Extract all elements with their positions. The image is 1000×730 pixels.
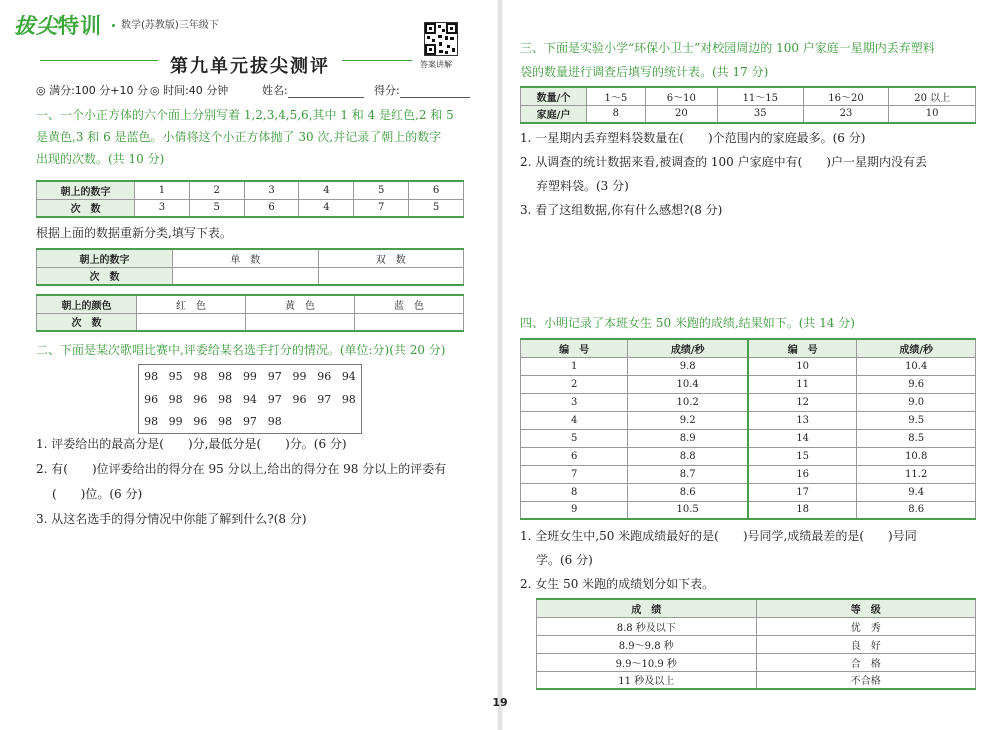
table-cell: 5 <box>354 181 409 199</box>
question-4-title: 四、小明记录了本班女生 50 米跑的成绩,结果如下。(共 14 分) <box>520 316 855 330</box>
table-cell: 优 秀 <box>756 617 976 635</box>
score-value: 98 <box>144 369 159 383</box>
qr-caption: 答案讲解 <box>420 60 452 69</box>
score-value: 96 <box>144 392 159 406</box>
table-cell: 4 <box>299 199 354 217</box>
score-value: 94 <box>242 392 257 406</box>
score-value: 99 <box>292 369 307 383</box>
score-value: 98 <box>218 415 233 429</box>
table-cell: 1 <box>521 357 628 375</box>
table-cell: 9.0 <box>857 393 976 411</box>
score-value <box>337 411 362 434</box>
table-cell: 12 <box>748 393 857 411</box>
answer-cell[interactable] <box>137 313 246 331</box>
table-cell: 2 <box>189 181 244 199</box>
score-value: 97 <box>267 392 282 406</box>
odd-even-table <box>36 248 464 286</box>
table-cell: 10.8 <box>857 447 976 465</box>
table-cell: 3 <box>244 181 299 199</box>
table-header: 等 级 <box>756 599 976 617</box>
score-value: 97 <box>242 415 257 429</box>
table-cell: 8.9～9.8 秒 <box>537 635 757 653</box>
table-cell: 10 <box>748 357 857 375</box>
score-value: 97 <box>267 369 282 383</box>
table-cell: 9.5 <box>857 411 976 429</box>
score-value <box>312 411 337 434</box>
table-cell: 14 <box>748 429 857 447</box>
name-field[interactable]: 姓名: <box>262 82 364 98</box>
score-value: 94 <box>341 369 356 383</box>
table-cell: 9.8 <box>628 357 748 375</box>
answer-cell[interactable] <box>173 267 319 285</box>
table-cell: 6 <box>409 181 464 199</box>
table-header: 朝上的数字 <box>37 249 173 267</box>
table-cell: 8.8 秒及以下 <box>537 617 757 635</box>
list-item: 3. 从这名选手的得分情况中你能了解到什么?(8 分) <box>36 512 307 526</box>
score-value: 96 <box>193 415 208 429</box>
table-cell: 4 <box>521 411 628 429</box>
list-item: 1. 全班女生中,50 米跑成绩最好的是( )号同学,成绩最差的是( )号同 <box>520 529 917 543</box>
table-header: 编 号 <box>748 339 857 357</box>
table-cell: 9.9～10.9 秒 <box>537 653 757 671</box>
time-label: ◎ 时间:40 分钟 <box>150 84 229 97</box>
qr-code-icon[interactable] <box>424 22 458 56</box>
color-table <box>36 294 464 332</box>
table-cell: 9 <box>521 501 628 519</box>
table-header: 朝上的颜色 <box>37 295 137 313</box>
table-cell: 18 <box>748 501 857 519</box>
table-cell: 8 <box>521 483 628 501</box>
table-cell: 3 <box>521 393 628 411</box>
table-cell: 蓝 色 <box>355 295 464 313</box>
grade-table <box>536 598 976 690</box>
score-value: 95 <box>168 369 183 383</box>
question-3-items <box>520 126 995 222</box>
table-cell: 8.5 <box>857 429 976 447</box>
table-cell: 35 <box>717 105 803 123</box>
table-cell: 1～5 <box>587 87 646 105</box>
list-item: ( )位。(6 分) <box>52 487 143 501</box>
answer-cell[interactable] <box>318 267 464 285</box>
table-cell: 10.5 <box>628 501 748 519</box>
right-page <box>500 0 1000 730</box>
table-cell: 9.2 <box>628 411 748 429</box>
score-value: 97 <box>317 392 332 406</box>
table-cell: 红 色 <box>137 295 246 313</box>
table-cell: 11 秒及以上 <box>537 671 757 689</box>
score-value: 98 <box>144 415 159 429</box>
table-cell: 20 <box>645 105 717 123</box>
table-cell: 7 <box>521 465 628 483</box>
page-title: 第九单元拔尖测评 <box>170 56 330 77</box>
table-cell: 5 <box>189 199 244 217</box>
table-cell: 11.2 <box>857 465 976 483</box>
list-item: 3. 看了这组数据,你有什么感想?(8 分) <box>520 203 723 217</box>
list-item: 2. 女生 50 米跑的成绩划分如下表。 <box>520 577 715 591</box>
table-cell: 4 <box>299 181 354 199</box>
score-value: 99 <box>242 369 257 383</box>
table-cell: 16～20 <box>803 87 889 105</box>
question-2-items <box>36 432 496 532</box>
question-4-items <box>520 524 995 596</box>
score-value: 98 <box>168 392 183 406</box>
table-cell: 5 <box>409 199 464 217</box>
score-value: 98 <box>193 369 208 383</box>
table-cell: 20 以上 <box>889 87 976 105</box>
brand-logo: 拔尖特训 <box>14 14 102 38</box>
question-1-text: 一、一个小正方体的六个面上分别写着 1,2,3,4,5,6,其中 1 和 4 是红色,2 和 5 是黄色,3 和 6 是蓝色。小倩将这个小正方体抛了 30 次,并记录了朝上的数字 出现的次数。(共 10 分) <box>36 108 454 166</box>
table-header: 次 数 <box>37 199 135 217</box>
table-header: 成 绩 <box>537 599 757 617</box>
score-field[interactable]: 得分: <box>374 82 470 98</box>
table-header: 编 号 <box>521 339 628 357</box>
list-item: 2. 有( )位评委给出的得分在 95 分以上,给出的得分在 98 分以上的评委有 <box>36 462 447 476</box>
table-cell: 10 <box>889 105 976 123</box>
table-cell: 合 格 <box>756 653 976 671</box>
table-cell: 单 数 <box>173 249 319 267</box>
table-cell: 3 <box>135 199 190 217</box>
list-item: 1. 评委给出的最高分是( )分,最低分是( )分。(6 分) <box>36 437 347 451</box>
regroup-instruction: 根据上面的数据重新分类,填写下表。 <box>36 226 232 240</box>
score-value <box>287 411 312 434</box>
table-cell: 7 <box>354 199 409 217</box>
table-cell: 9.6 <box>857 375 976 393</box>
table-cell: 10.4 <box>628 375 748 393</box>
table-cell: 9.4 <box>857 483 976 501</box>
table-header: 朝上的数字 <box>37 181 135 199</box>
list-item: 1. 一星期内丢弃塑料袋数量在( )个范围内的家庭最多。(6 分) <box>520 131 866 145</box>
table-cell: 23 <box>803 105 889 123</box>
table-cell: 10.4 <box>857 357 976 375</box>
score-value: 96 <box>317 369 332 383</box>
table-cell: 双 数 <box>318 249 464 267</box>
table-header: 家庭/户 <box>521 105 587 123</box>
list-item: 弃塑料袋。(3 分) <box>536 179 629 193</box>
list-item: 2. 从调查的统计数据来看,被调查的 100 户家庭中有( )户一星期内没有丢 <box>520 155 927 169</box>
score-value: 98 <box>341 392 356 406</box>
table-cell: 11 <box>748 375 857 393</box>
score-value: 98 <box>267 415 282 429</box>
table-cell: 不合格 <box>756 671 976 689</box>
subject-label: 数学(苏教版)三年级下 <box>112 16 219 31</box>
table-cell: 8 <box>587 105 646 123</box>
score-value: 98 <box>218 392 233 406</box>
table-cell: 6～10 <box>645 87 717 105</box>
table-cell: 良 好 <box>756 635 976 653</box>
table-cell: 11～15 <box>717 87 803 105</box>
score-value: 99 <box>168 415 183 429</box>
answer-cell[interactable] <box>246 313 355 331</box>
question-3-title: 三、下面是实验小学“环保小卫士”对校园周边的 100 户家庭一星期内丢弃塑料 袋的数量进行调查后填写的统计表。(共 17 分) <box>520 41 935 79</box>
table-cell: 16 <box>748 465 857 483</box>
judge-scores-box <box>138 364 362 434</box>
page-number: 19 <box>492 696 508 709</box>
table-cell: 黄 色 <box>246 295 355 313</box>
table-cell: 8.8 <box>628 447 748 465</box>
table-cell: 2 <box>521 375 628 393</box>
question-2-title: 二、下面是某次歌唱比赛中,评委给某名选手打分的情况。(单位:分)(共 20 分) <box>36 343 446 357</box>
table-header: 成绩/秒 <box>857 339 976 357</box>
table-cell: 6 <box>244 199 299 217</box>
score-value: 96 <box>193 392 208 406</box>
score-value: 96 <box>292 392 307 406</box>
full-score-label: ◎ 满分:100 分+10 分 <box>36 84 149 97</box>
dice-count-table <box>36 180 464 218</box>
answer-cell[interactable] <box>355 313 464 331</box>
table-header: 成绩/秒 <box>628 339 748 357</box>
table-cell: 8.6 <box>628 483 748 501</box>
table-cell: 8.6 <box>857 501 976 519</box>
list-item: 学。(6 分) <box>536 553 593 567</box>
table-header: 数量/个 <box>521 87 587 105</box>
table-cell: 8.9 <box>628 429 748 447</box>
table-cell: 15 <box>748 447 857 465</box>
table-header: 次 数 <box>37 313 137 331</box>
plastic-bag-table <box>520 86 976 124</box>
table-header: 次 数 <box>37 267 173 285</box>
table-cell: 1 <box>135 181 190 199</box>
table-cell: 8.7 <box>628 465 748 483</box>
running-results-table <box>520 338 976 520</box>
table-cell: 10.2 <box>628 393 748 411</box>
table-cell: 13 <box>748 411 857 429</box>
table-cell: 17 <box>748 483 857 501</box>
score-value: 98 <box>218 369 233 383</box>
table-cell: 6 <box>521 447 628 465</box>
table-cell: 5 <box>521 429 628 447</box>
